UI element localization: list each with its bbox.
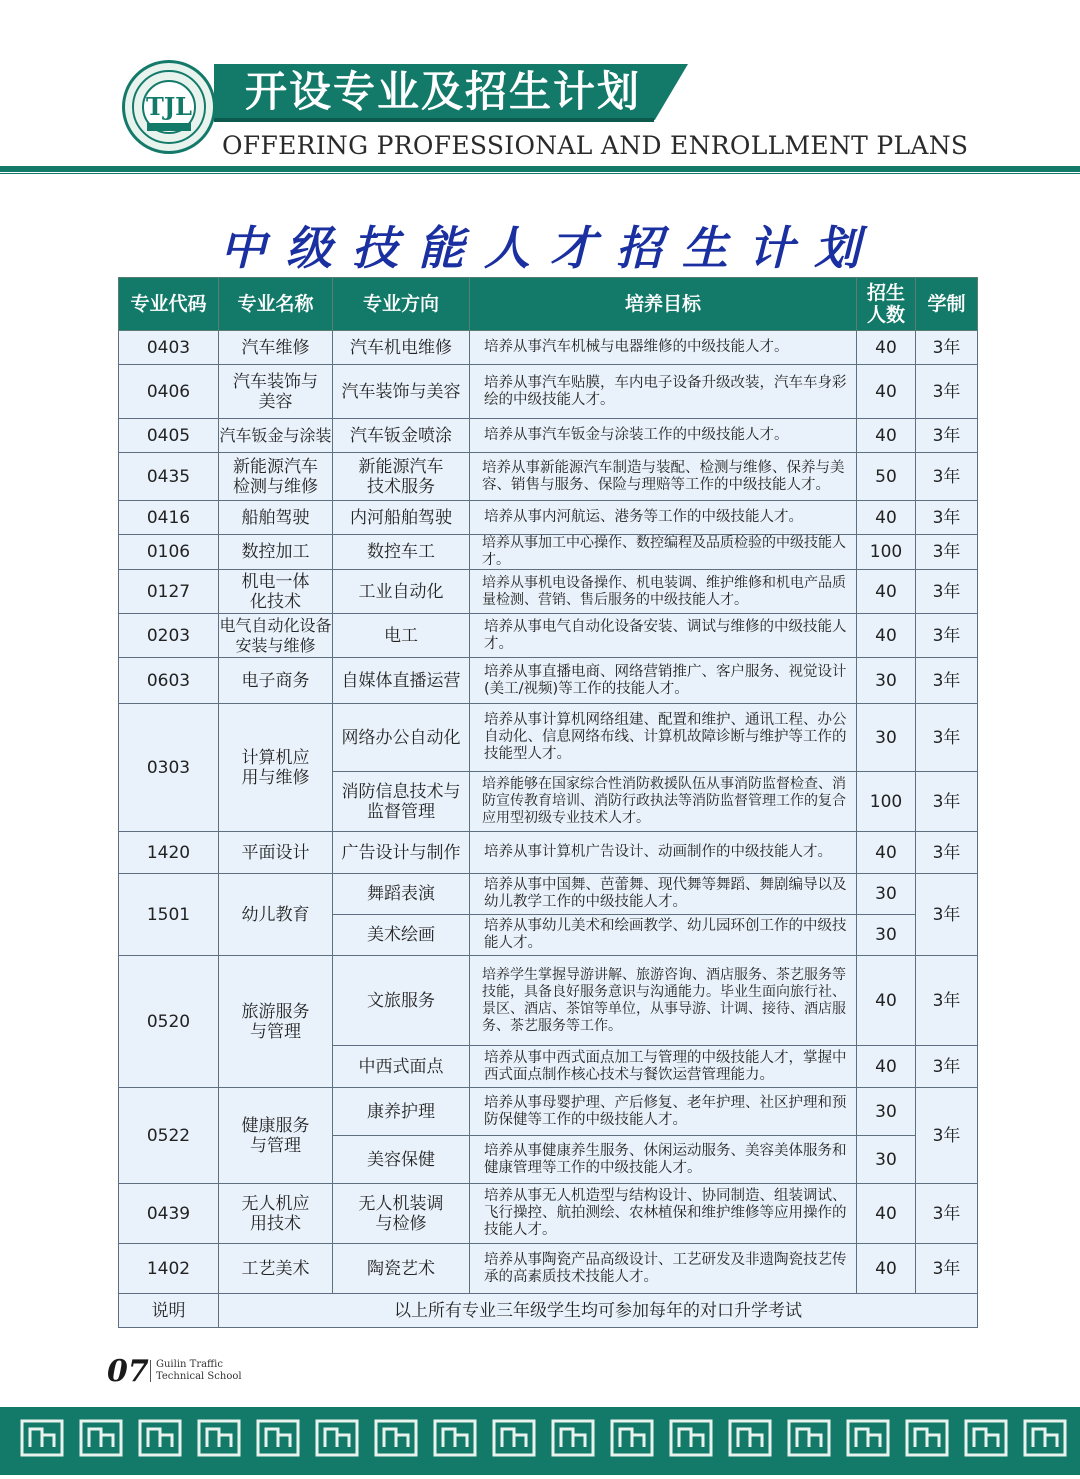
cell-quota: 30 — [857, 1088, 916, 1136]
cell-goal: 培养从事健康养生服务、休闲运动服务、美容美体服务和健康管理等工作的中级技能人才。 — [470, 1136, 857, 1184]
table-row — [119, 832, 978, 874]
table-row — [119, 331, 978, 365]
cell-direction: 消防信息技术与监督管理 — [333, 772, 470, 832]
cell-duration: 3年 — [916, 501, 978, 535]
cell-goal: 培养从事计算机广告设计、动画制作的中级技能人才。 — [470, 832, 857, 874]
table-header-row — [119, 278, 978, 331]
cell-direction: 文旅服务 — [333, 956, 470, 1046]
table-note-row — [119, 1294, 978, 1328]
cell-quota: 40 — [857, 832, 916, 874]
header-quota-line2: 人数 — [866, 304, 905, 326]
cell-name: 电气自动化设备安装与维修 — [219, 614, 333, 658]
cell-goal: 培养学生掌握导游讲解、旅游咨询、酒店服务、茶艺服务等技能，具备良好服务意识与沟通能力。毕业生面向旅行社、景区、酒店、茶馆等单位，从事导游、计调、接待、酒店服务、茶艺服务等工作。 — [470, 956, 857, 1046]
header-divider — [0, 166, 1080, 172]
cell-quota: 40 — [857, 365, 916, 419]
section-heading: 中级技能人才招生计划 — [220, 221, 880, 275]
cell-quota: 30 — [857, 704, 916, 772]
cell-duration: 3年 — [916, 832, 978, 874]
cell-duration: 3年 — [916, 614, 978, 658]
table-row — [119, 570, 978, 614]
cell-goal: 培养从事无人机造型与结构设计、协同制造、组装调试、飞行操控、航拍测绘、农林植保和维护维修等应用操作的技能人才。 — [470, 1184, 857, 1244]
cell-direction: 电工 — [333, 614, 470, 658]
table-row — [119, 453, 978, 501]
cell-duration: 3年 — [916, 1088, 978, 1184]
cell-goal: 培养从事汽车机械与电器维修的中级技能人才。 — [470, 331, 857, 365]
cell-goal: 培养从事直播电商、网络营销推广、客户服务、视觉设计(美工/视频)等工作的技能人才。 — [470, 658, 857, 704]
cell-duration: 3年 — [916, 535, 978, 570]
cell-quota: 30 — [857, 1136, 916, 1184]
cell-quota: 100 — [857, 772, 916, 832]
cell-direction: 陶瓷艺术 — [333, 1244, 470, 1294]
footer-divider — [150, 1360, 151, 1382]
cell-direction: 中西式面点 — [333, 1046, 470, 1088]
cell-direction: 网络办公自动化 — [333, 704, 470, 772]
cell-code: 0303 — [119, 704, 219, 832]
title-banner-shadow — [214, 118, 654, 122]
school-name-line1: Guilin Traffic — [156, 1359, 223, 1370]
fret-pattern-icon — [0, 1407, 1080, 1475]
table-row — [119, 658, 978, 704]
cell-quota: 40 — [857, 419, 916, 453]
cell-name: 电子商务 — [219, 658, 333, 704]
cell-code: 0127 — [119, 570, 219, 614]
cell-quota: 100 — [857, 535, 916, 570]
cell-duration: 3年 — [916, 1244, 978, 1294]
cell-duration: 3年 — [916, 704, 978, 772]
cell-name: 计算机应用与维修 — [219, 704, 333, 832]
svg-text:TJL: TJL — [145, 92, 193, 121]
cell-quota: 30 — [857, 874, 916, 915]
cell-name: 健康服务与管理 — [219, 1088, 333, 1184]
cell-name: 工艺美术 — [219, 1244, 333, 1294]
cell-name: 机电一体化技术 — [219, 570, 333, 614]
cell-duration: 3年 — [916, 874, 978, 956]
table-row — [119, 419, 978, 453]
header-direction: 专业方向 — [333, 278, 470, 331]
cell-code: 0603 — [119, 658, 219, 704]
cell-code: 0405 — [119, 419, 219, 453]
table-row — [119, 874, 978, 915]
cell-duration: 3年 — [916, 453, 978, 501]
cell-goal: 培养从事中西式面点加工与管理的中级技能人才，掌握中西式面点制作核心技术与餐饮运营管理能力。 — [470, 1046, 857, 1088]
cell-code: 0435 — [119, 453, 219, 501]
header-quota — [857, 278, 916, 331]
cell-goal: 培养从事陶瓷产品高级设计、工艺研发及非遗陶瓷技艺传承的高素质技术技能人才。 — [470, 1244, 857, 1294]
cell-code: 0522 — [119, 1088, 219, 1184]
cell-direction: 广告设计与制作 — [333, 832, 470, 874]
cell-direction: 汽车机电维修 — [333, 331, 470, 365]
cell-goal: 培养从事母婴护理、产后修复、老年护理、社区护理和预防保健等工作的中级技能人才。 — [470, 1088, 857, 1136]
cell-quota: 40 — [857, 956, 916, 1046]
table-row — [119, 365, 978, 419]
cell-quota: 40 — [857, 1244, 916, 1294]
cell-name: 汽车钣金与涂装 — [219, 419, 333, 453]
cell-direction: 新能源汽车技术服务 — [333, 453, 470, 501]
cell-direction: 舞蹈表演 — [333, 874, 470, 915]
cell-name: 汽车维修 — [219, 331, 333, 365]
page-subtitle: OFFERING PROFESSIONAL AND ENROLLMENT PLANS — [222, 131, 969, 160]
cell-quota: 40 — [857, 1046, 916, 1088]
cell-quota: 30 — [857, 658, 916, 704]
cell-goal: 培养从事汽车贴膜，车内电子设备升级改装，汽车车身彩绘的中级技能人才。 — [470, 365, 857, 419]
school-name-line2: Technical School — [156, 1371, 242, 1382]
cell-duration: 3年 — [916, 570, 978, 614]
cell-direction: 汽车钣金喷涂 — [333, 419, 470, 453]
cell-direction: 数控车工 — [333, 535, 470, 570]
cell-direction: 无人机装调与检修 — [333, 1184, 470, 1244]
page-number: 07 — [107, 1354, 149, 1389]
table-row — [119, 956, 978, 1046]
cell-quota: 40 — [857, 1184, 916, 1244]
page-title: 开设专业及招生计划 — [245, 67, 642, 116]
cell-direction: 工业自动化 — [333, 570, 470, 614]
cell-goal: 培养从事中国舞、芭蕾舞、现代舞等舞蹈、舞剧编导以及幼儿教学工作的中级技能人才。 — [470, 874, 857, 915]
enrollment-table — [118, 277, 978, 1328]
header-code: 专业代码 — [119, 278, 219, 331]
cell-goal: 培养从事加工中心操作、数控编程及品质检验的中级技能人才。 — [470, 535, 857, 570]
cell-goal: 培养能够在国家综合性消防救援队伍从事消防监督检查、消防宣传教育培训、消防行政执法等消防监督管理工作的复合应用型初级专业技术人才。 — [470, 772, 857, 832]
cell-name: 汽车装饰与美容 — [219, 365, 333, 419]
header-duration: 学制 — [916, 278, 978, 331]
table-row — [119, 1184, 978, 1244]
cell-duration: 3年 — [916, 1184, 978, 1244]
table-row — [119, 1244, 978, 1294]
cell-name: 新能源汽车检测与维修 — [219, 453, 333, 501]
cell-name: 无人机应用技术 — [219, 1184, 333, 1244]
footer-band — [0, 1407, 1080, 1475]
cell-goal: 培养从事内河航运、港务等工作的中级技能人才。 — [470, 501, 857, 535]
cell-goal: 培养从事计算机网络组建、配置和维护、通讯工程、办公自动化、信息网络布线、计算机故障诊断与维护等工作的技能型人才。 — [470, 704, 857, 772]
cell-code: 0416 — [119, 501, 219, 535]
cell-direction: 内河船舶驾驶 — [333, 501, 470, 535]
cell-code: 0403 — [119, 331, 219, 365]
header-divider-thin — [0, 173, 1080, 174]
cell-quota: 30 — [857, 915, 916, 956]
cell-code: 0439 — [119, 1184, 219, 1244]
cell-goal: 培养从事机电设备操作、机电装调、维护维修和机电产品质量检测、营销、售后服务的中级技能人才。 — [470, 570, 857, 614]
table-row — [119, 501, 978, 535]
cell-duration: 3年 — [916, 658, 978, 704]
cell-direction: 美术绘画 — [333, 915, 470, 956]
cell-duration: 3年 — [916, 1046, 978, 1088]
cell-code: 0106 — [119, 535, 219, 570]
cell-duration: 3年 — [916, 365, 978, 419]
cell-duration: 3年 — [916, 331, 978, 365]
cell-goal: 培养从事汽车钣金与涂装工作的中级技能人才。 — [470, 419, 857, 453]
cell-duration: 3年 — [916, 419, 978, 453]
cell-quota: 40 — [857, 331, 916, 365]
cell-quota: 50 — [857, 453, 916, 501]
cell-name: 旅游服务与管理 — [219, 956, 333, 1088]
table-row — [119, 614, 978, 658]
cell-name: 幼儿教育 — [219, 874, 333, 956]
cell-goal: 培养从事新能源汽车制造与装配、检测与维修、保养与美容、销售与服务、保险与理赔等工作的中级技能人才。 — [470, 453, 857, 501]
table-row — [119, 1088, 978, 1136]
cell-goal: 培养从事电气自动化设备安装、调试与维修的中级技能人才。 — [470, 614, 857, 658]
cell-name: 数控加工 — [219, 535, 333, 570]
cell-duration: 3年 — [916, 772, 978, 832]
cell-quota: 40 — [857, 570, 916, 614]
cell-name: 船舶驾驶 — [219, 501, 333, 535]
cell-goal: 培养从事幼儿美术和绘画教学、幼儿园环创工作的中级技能人才。 — [470, 915, 857, 956]
cell-quota: 40 — [857, 614, 916, 658]
cell-code: 1501 — [119, 874, 219, 956]
cell-direction: 美容保健 — [333, 1136, 470, 1184]
cell-quota: 40 — [857, 501, 916, 535]
header-goal: 培养目标 — [470, 278, 857, 331]
cell-code: 0520 — [119, 956, 219, 1088]
cell-name: 平面设计 — [219, 832, 333, 874]
header-quota-line1: 招生 — [866, 282, 905, 304]
table-row — [119, 704, 978, 772]
cell-direction: 康养护理 — [333, 1088, 470, 1136]
school-emblem-icon — [122, 60, 216, 154]
cell-code: 1402 — [119, 1244, 219, 1294]
header-name: 专业名称 — [219, 278, 333, 331]
cell-code: 1420 — [119, 832, 219, 874]
cell-code: 0406 — [119, 365, 219, 419]
note-label: 说明 — [119, 1294, 219, 1328]
table-row — [119, 535, 978, 570]
cell-duration: 3年 — [916, 956, 978, 1046]
cell-code: 0203 — [119, 614, 219, 658]
cell-direction: 汽车装饰与美容 — [333, 365, 470, 419]
note-text: 以上所有专业三年级学生均可参加每年的对口升学考试 — [219, 1294, 978, 1328]
cell-direction: 自媒体直播运营 — [333, 658, 470, 704]
